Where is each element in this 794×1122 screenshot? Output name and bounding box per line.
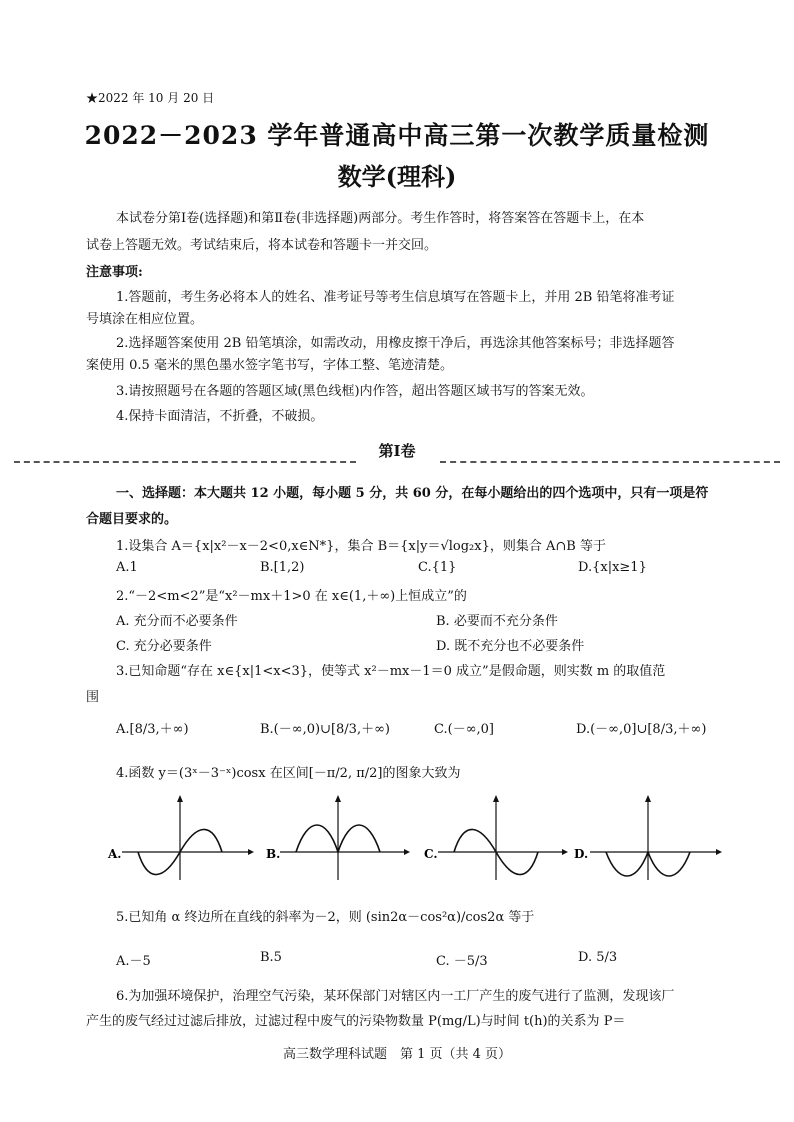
q3-stem-2: 围 xyxy=(86,690,100,705)
notice-heading: 注意事项: xyxy=(86,265,143,280)
q2-option-c: C. 充分必要条件 xyxy=(116,639,212,654)
q4-graph-a xyxy=(107,795,254,880)
notice-item-1b: 号填涂在相应位置。 xyxy=(86,312,204,327)
section-heading-2: 合题目要求的。 xyxy=(86,512,178,527)
notice-item-2a: 2.选择题答案使用 2B 铅笔填涂，如需改动，用橡皮擦干净后，再选涂其他答案标号；非选择题答 xyxy=(116,336,675,351)
q4-graph-c xyxy=(424,795,568,880)
notice-item-2b: 案使用 0.5 毫米的黑色墨水签字笔书写，字体工整、笔迹清楚。 xyxy=(86,358,453,373)
q4-graph-b xyxy=(266,795,410,880)
q1-option-a: A.1 xyxy=(116,560,138,575)
q5-option-c: C. －5/3 xyxy=(436,954,488,969)
notice-item-4: 4.保持卡面清洁，不折叠，不破损。 xyxy=(116,409,324,424)
q4-label-d: D. xyxy=(574,847,589,861)
q3-stem-1: 3.已知命题“存在 x∈{x|1<x<3}，使等式 x²－mx－1＝0 成立”是假命题，则实数 m 的取值范 xyxy=(116,664,666,679)
q6-line-2: 产生的废气经过过滤后排放，过滤过程中废气的污染物数量 P(mg/L)与时间 t(h)的关系为 P＝ xyxy=(86,1014,626,1029)
q2-option-a: A. 充分而不必要条件 xyxy=(116,614,238,629)
page-title: 2022－2023 学年普通高中高三第一次教学质量检测 xyxy=(84,121,710,150)
q3-option-b: B.(－∞,0)∪[8/3,＋∞) xyxy=(260,722,390,737)
q5-option-a: A.－5 xyxy=(116,954,151,969)
q6-line-1: 6.为加强环境保护，治理空气污染，某环保部门对辖区内一工厂产生的废气进行了监测，发现该厂 xyxy=(116,989,675,1004)
q2-option-d: D. 既不充分也不必要条件 xyxy=(436,639,585,654)
divider-left xyxy=(14,461,356,463)
q4-label-b: B. xyxy=(266,847,281,861)
volume-heading: 第Ⅰ卷 xyxy=(378,442,416,460)
q3-option-d: D.(－∞,0]∪[8/3,＋∞) xyxy=(576,722,707,737)
q1-option-d: D.{x|x≥1} xyxy=(578,560,647,575)
divider-right xyxy=(440,461,780,463)
intro-line-2: 试卷上答题无效。考试结束后，将本试卷和答题卡一并交回。 xyxy=(86,238,438,253)
notice-item-3: 3.请按照题号在各题的答题区域(黑色线框)内作答，超出答题区域书写的答案无效。 xyxy=(116,384,594,399)
q3-option-a: A.[8/3,＋∞) xyxy=(116,722,189,737)
q4-graph-d xyxy=(574,795,722,880)
q2-stem: 2.“－2<m<2”是“x²－mx＋1>0 在 x∈(1,＋∞)上恒成立”的 xyxy=(116,589,467,604)
section-heading-1: 一、选择题：本大题共 12 小题，每小题 5 分，共 60 分，在每小题给出的四个选项中，只有一项是符 xyxy=(116,486,709,501)
q4-stem: 4.函数 y＝(3ˣ－3⁻ˣ)cosx 在区间[－π/2, π/2]的图象大致为 xyxy=(116,766,461,781)
q2-option-b: B. 必要而不充分条件 xyxy=(436,614,558,629)
q3-option-c: C.(－∞,0] xyxy=(434,722,494,737)
q4-label-a: A. xyxy=(108,847,122,861)
q1-option-c: C.{1} xyxy=(418,560,457,575)
q1-stem: 1.设集合 A＝{x|x²－x－2<0,x∈N*}，集合 B＝{x|y＝√log₂x}，则集合 A∩B 等于 xyxy=(116,539,606,554)
notice-item-1a: 1.答题前，考生务必将本人的姓名、准考证号等考生信息填写在答题卡上，并用 2B 铅笔将准考证 xyxy=(116,290,675,305)
page-subtitle: 数学(理科) xyxy=(337,162,457,191)
page-footer: 高三数学理科试题 第 1 页（共 4 页） xyxy=(282,1047,512,1062)
q4-graph-options xyxy=(100,792,740,882)
intro-line-1: 本试卷分第Ⅰ卷(选择题)和第Ⅱ卷(非选择题)两部分。考生作答时，将答案答在答题卡上，在本 xyxy=(116,211,645,226)
q5-option-d: D. 5/3 xyxy=(578,950,618,965)
q5-option-b: B.5 xyxy=(260,950,282,965)
q4-label-c: C. xyxy=(424,847,438,861)
q1-option-b: B.[1,2) xyxy=(260,560,305,575)
q5-stem: 5.已知角 α 终边所在直线的斜率为－2，则 (sin2α－cos²α)/cos2α 等于 xyxy=(116,910,535,925)
exam-date: ★2022 年 10 月 20 日 xyxy=(86,91,215,105)
